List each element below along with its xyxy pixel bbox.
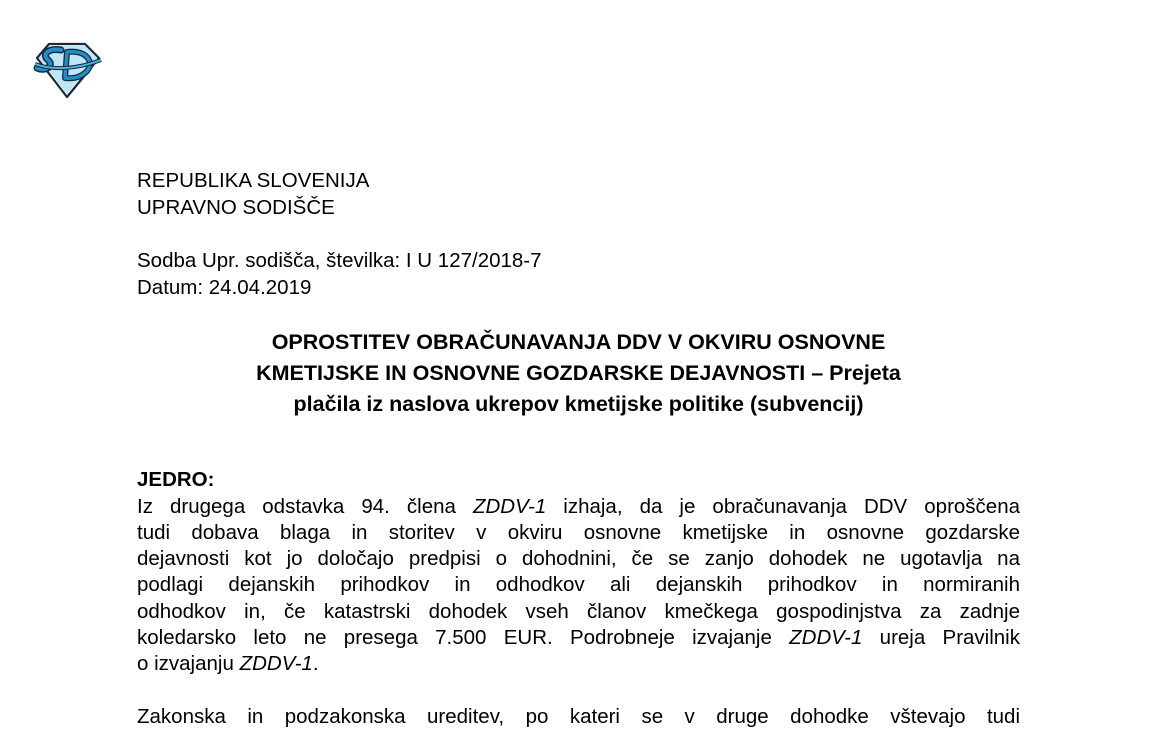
paragraph-line: podlagi dejanskih prihodkov in odhodkov ali dejanskih prihodkov in normiranih [137, 573, 1020, 597]
paragraph-line [137, 494, 1020, 520]
text-run: koledarsko leto ne presega 7.500 EUR. Podrobneje izvajanje [137, 625, 790, 649]
case-meta [137, 248, 1020, 301]
text-run: ureja Pravilnik [862, 625, 1020, 649]
case-date: Datum: 24.04.2019 [137, 275, 312, 299]
court-logo-icon [31, 40, 103, 100]
paragraph-line [137, 651, 1020, 677]
header-country: REPUBLIKA SLOVENIJA [137, 169, 370, 192]
law-reference: ZDDV-1 [472, 494, 547, 518]
jedro-heading: JEDRO: [137, 468, 215, 491]
title-line-2: KMETIJSKE IN OSNOVNE GOZDARSKE DEJAVNOSTI – Prejeta [256, 361, 901, 385]
case-number: Sodba Upr. sodišča, številka: I U 127/2018-7 [137, 249, 542, 272]
document-page [137, 168, 1020, 730]
title-line-1: OPROSTITEV OBRAČUNAVANJA DDV V OKVIRU OSNOVNE [271, 330, 886, 354]
paragraph-line: dejavnosti kot jo določajo predpisi o dohodnini, če se zanjo dohodek ne ugotavlja na [137, 547, 1020, 571]
text-run: izhaja, da je obračunavanja DDV oproščena [546, 494, 1021, 518]
title-line-3: plačila iz naslova ukrepov kmetijske politike (subvencij) [293, 392, 864, 416]
header-court: UPRAVNO SODIŠČE [137, 195, 335, 219]
text-run: Iz drugega odstavka 94. člena [137, 494, 473, 518]
law-reference: ZDDV-1 [789, 625, 863, 649]
text-run: . [312, 652, 319, 676]
paragraph-line: Zakonska in podzakonska ureditev, po kateri se v druge dohodke vštevajo tudi [137, 704, 1020, 728]
paragraph-line: odhodkov in, če katastrski dohodek vseh članov kmečkega gospodinjstva za zadnje [137, 599, 1020, 623]
law-reference: ZDDV-1 [239, 652, 313, 676]
jedro-paragraph-2 [137, 704, 1020, 730]
jedro-paragraph-1 [137, 494, 1020, 678]
court-header [137, 168, 1020, 221]
paragraph-line [137, 625, 1020, 651]
text-run: o izvajanju [137, 652, 240, 676]
document-title [137, 327, 1020, 420]
paragraph-line: tudi dobava blaga in storitev v okviru osnovne kmetijske in osnovne gozdarske [137, 520, 1020, 544]
